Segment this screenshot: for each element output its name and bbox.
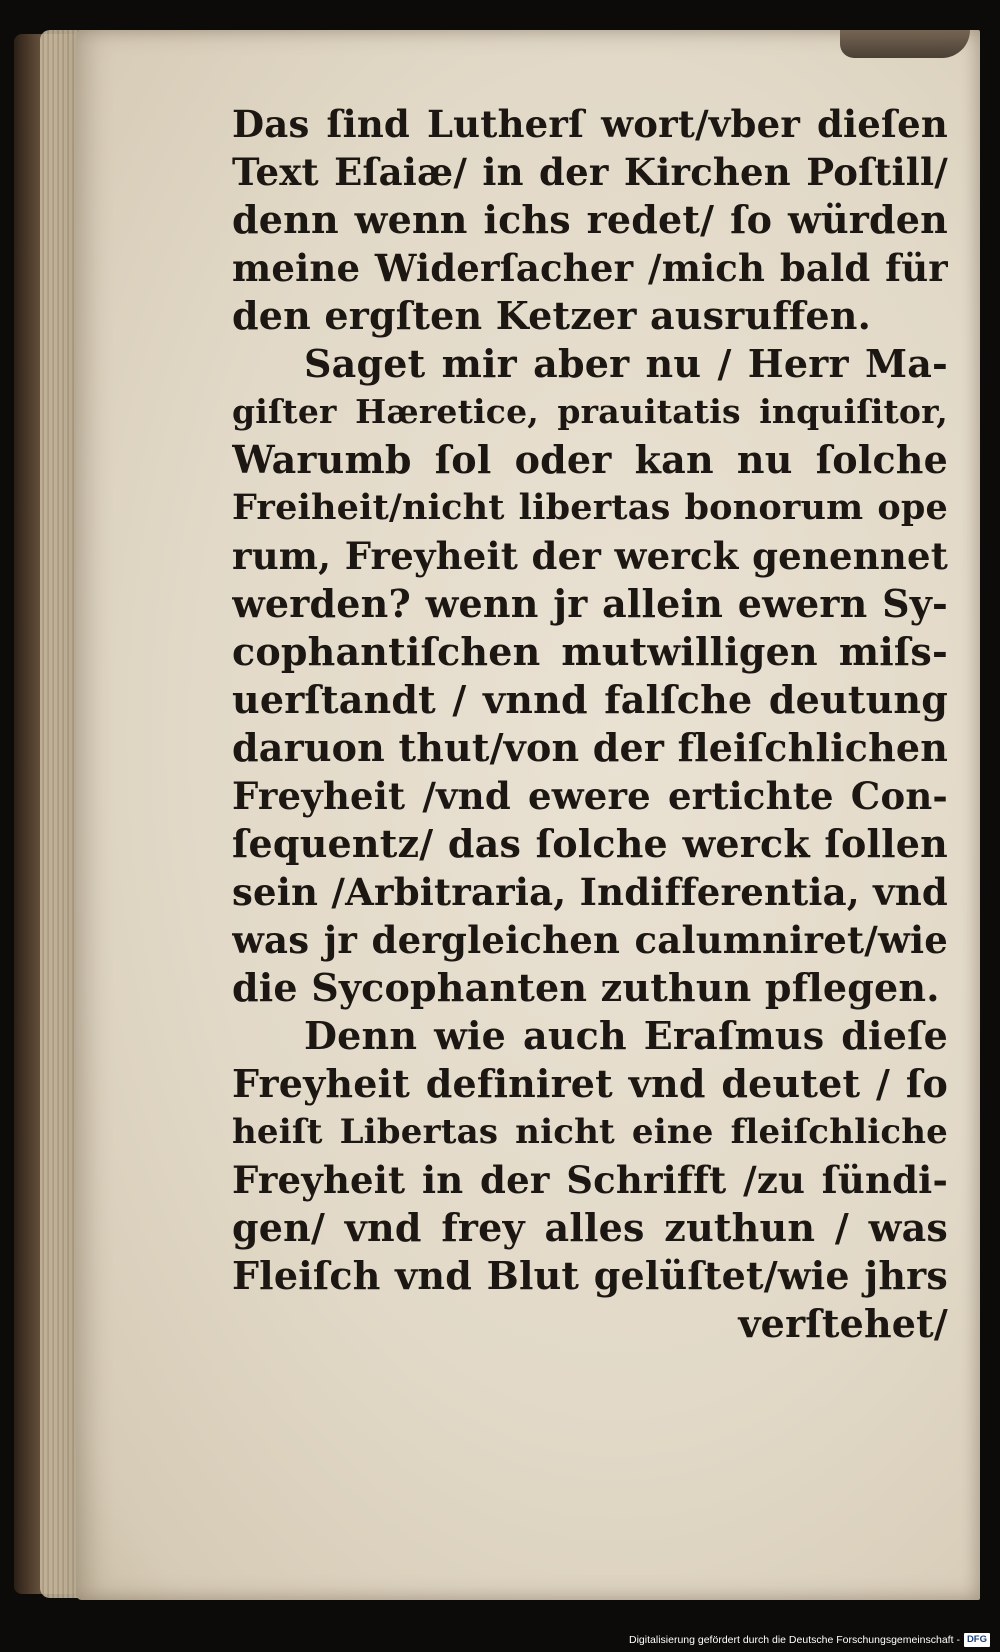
text-line: giſter Hæretice, prauitatis inquiſitor, — [232, 392, 948, 431]
text-line: Das ſind Lutherſ wort/vber dieſen — [232, 102, 948, 146]
text-line: Freyheit /vnd ewere ertichte Con- — [232, 774, 948, 818]
text-line: Warumb ſol oder kan nu ſolche — [232, 437, 948, 482]
text-line: daruon thut/von der fleiſchlichen — [232, 725, 948, 770]
text-line: denn wenn ichs redet/ ſo würden — [232, 197, 948, 242]
funding-credit — [629, 1632, 990, 1648]
text-line: uerſtandt / vnnd falſche deutung — [232, 677, 948, 722]
catchword: verſtehet/ — [738, 1301, 948, 1346]
page-text — [232, 100, 948, 1348]
text-line: was jr dergleichen calumniret/wie — [232, 918, 948, 962]
text-line: ſequentz/ das ſolche werck ſollen — [232, 821, 948, 866]
text-line: Denn wie auch Eraſmus dieſe — [304, 1013, 948, 1058]
text-line: gen/ vnd frey alles zuthun / was — [232, 1205, 948, 1250]
funding-credit-text: Digitalisierung gefördert durch die Deutsche Forschungsgemeinschaft - — [629, 1634, 960, 1646]
text-line: cophantiſchen mutwilligen miſs- — [232, 629, 948, 674]
dfg-logo-icon: DFG — [964, 1633, 990, 1647]
text-line: meine Widerſacher /mich bald für — [232, 246, 948, 290]
text-line: sein /Arbitraria, Indifferentia, vnd — [232, 870, 948, 914]
text-line: Fleiſch vnd Blut gelüſtet/wie jhrs — [232, 1253, 948, 1298]
text-line: Freyheit definiret vnd deutet / ſo — [232, 1061, 948, 1106]
text-line: Freiheit/nicht libertas bonorum ope — [232, 487, 948, 528]
text-line: die Sycophanten zuthun pflegen. — [232, 965, 940, 1010]
text-line: heiſt Libertas nicht eine fleiſchliche — [232, 1112, 948, 1152]
text-line: werden? wenn jr allein ewern Sy- — [232, 581, 948, 626]
text-line: den ergſten Ketzer ausruffen. — [232, 293, 872, 338]
text-line: Saget mir aber nu / Herr Ma- — [304, 341, 948, 386]
page-corner-shadow — [840, 30, 970, 58]
text-line: rum, Freyheit der werck genennet — [232, 534, 948, 578]
text-line: Freyheit in der Schrifft /zu ſündi- — [232, 1158, 948, 1202]
text-line: Text Eſaiæ/ in der Kirchen Poſtill/ — [232, 150, 948, 194]
